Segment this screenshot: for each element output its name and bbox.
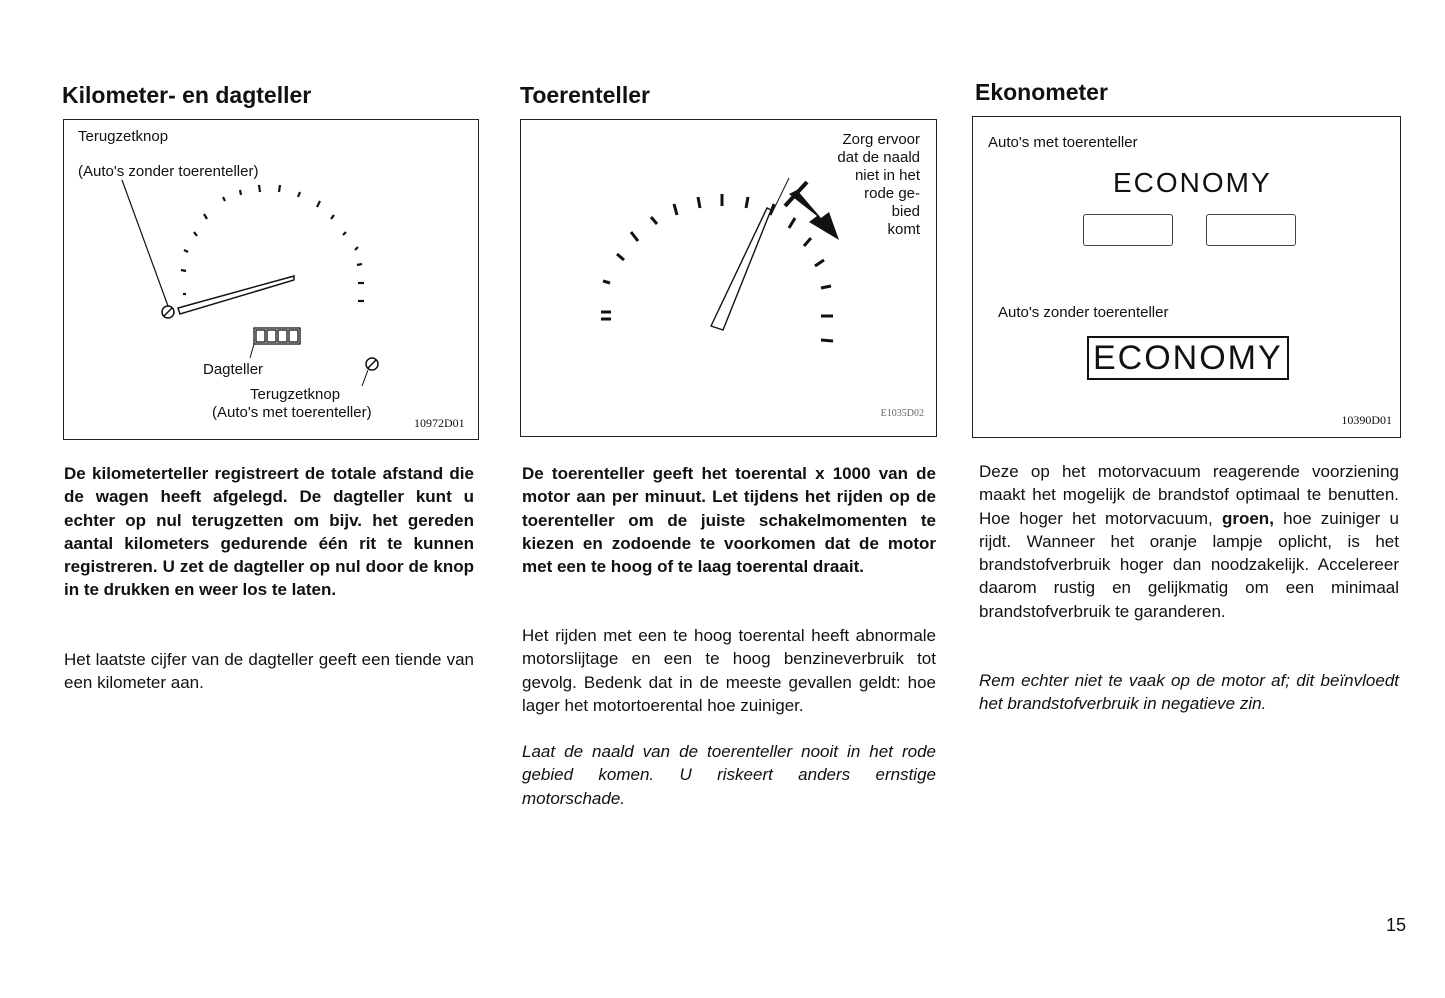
econometer-paragraph-1-a: Deze op het motorvacuum reagerende voorziening maakt het mogelijk de brandstof optimaal te benutten. Hoe hoger het motorvacuum, <box>979 462 1399 528</box>
tachometer-note-5: bied <box>891 203 920 220</box>
figure-code: E1035D02 <box>880 408 924 419</box>
economy-lamp-right <box>1206 214 1296 246</box>
economy-indicator-box: ECONOMY <box>1087 336 1289 380</box>
tachometer-note-2: dat de naald <box>837 149 920 166</box>
reset-button-label: Terugzetknop <box>78 128 169 145</box>
trip-counter-digits <box>254 328 300 344</box>
econometer-paragraph-1-b: hoe zuiniger u rijdt. Wanneer het oranje lampje oplicht, is het brandstofverbruik hoger dan noodzakelijk. Accelereer daarom rustig en gelijkmatig om een minimaal brandstofverbruik te garanderen. <box>979 508 1399 621</box>
odometer-paragraph-2: Het laatste cijfer van de dagteller geeft een tiende van een kilometer aan. <box>64 650 474 693</box>
figure-code: 10390D01 <box>1341 413 1392 427</box>
figure-code: 10972D01 <box>414 416 465 430</box>
odometer-figure <box>63 119 479 440</box>
reset-button-note-2: (Auto's met toerenteller) <box>212 404 372 421</box>
odometer-title: Kilometer- en dagteller <box>62 82 312 108</box>
trip-counter-label: Dagteller <box>203 361 264 378</box>
without-tachometer-label: Auto's zonder toerenteller <box>998 304 1169 321</box>
economy-indicator-text: ECONOMY <box>1113 167 1272 198</box>
econometer-paragraph-2: Rem echter niet te vaak op de motor af; dit beïnvloedt het brandstofverbruik in negatieve zin. <box>979 671 1399 714</box>
page-number: 15 <box>1386 915 1407 935</box>
econometer-title: Ekonometer <box>975 79 1108 105</box>
tachometer-note-4: rode ge- <box>864 185 920 202</box>
with-tachometer-label: Auto's met toerenteller <box>988 134 1138 151</box>
econometer-paragraph-1 <box>979 460 1399 623</box>
odometer-paragraph-1: De kilometerteller registreert de totale afstand die de wagen heeft afgelegd. De dagteller kunt u echter op nul terugzetten om bijv. het gereden aantal kilometers gedurende één rit te kunnen registreren. U zet de dagteller op nul door de knop in te drukken en weer los te laten. <box>64 464 474 600</box>
reset-button-label-2: Terugzetknop <box>250 386 341 403</box>
tachometer-note-6: komt <box>887 221 920 238</box>
tachometer-paragraph-3: Laat de naald van de toerenteller nooit in het rode gebied komen. U riskeert anders ernstige motorschade. <box>522 742 936 808</box>
tachometer-figure <box>520 119 937 437</box>
tachometer-title: Toerenteller <box>520 82 650 108</box>
tachometer-paragraph-1: De toerenteller geeft het toerental x 1000 van de motor aan per minuut. Let tijdens het rijden op de toerenteller om de juiste schakelmomenten te kiezen en zodoende te voorkomen dat de motor met een te hoog of te laag toerental draait. <box>522 464 936 577</box>
econometer-paragraph-1-bold: groen, <box>1221 508 1274 528</box>
tachometer-note-1: Zorg ervoor <box>842 131 920 148</box>
econometer-figure <box>972 116 1401 438</box>
tachometer-note-3: niet in het <box>854 167 920 184</box>
economy-lamp-left <box>1083 214 1173 246</box>
tachometer-paragraph-2: Het rijden met een te hoog toerental heeft abnormale motorslijtage en een te hoog benzineverbruik tot gevolg. Bedenk dat in de meeste gevallen geldt: hoe lager het motortoerental hoe zuiniger. <box>522 626 936 715</box>
reset-button-note: (Auto's zonder toerenteller) <box>78 163 259 180</box>
